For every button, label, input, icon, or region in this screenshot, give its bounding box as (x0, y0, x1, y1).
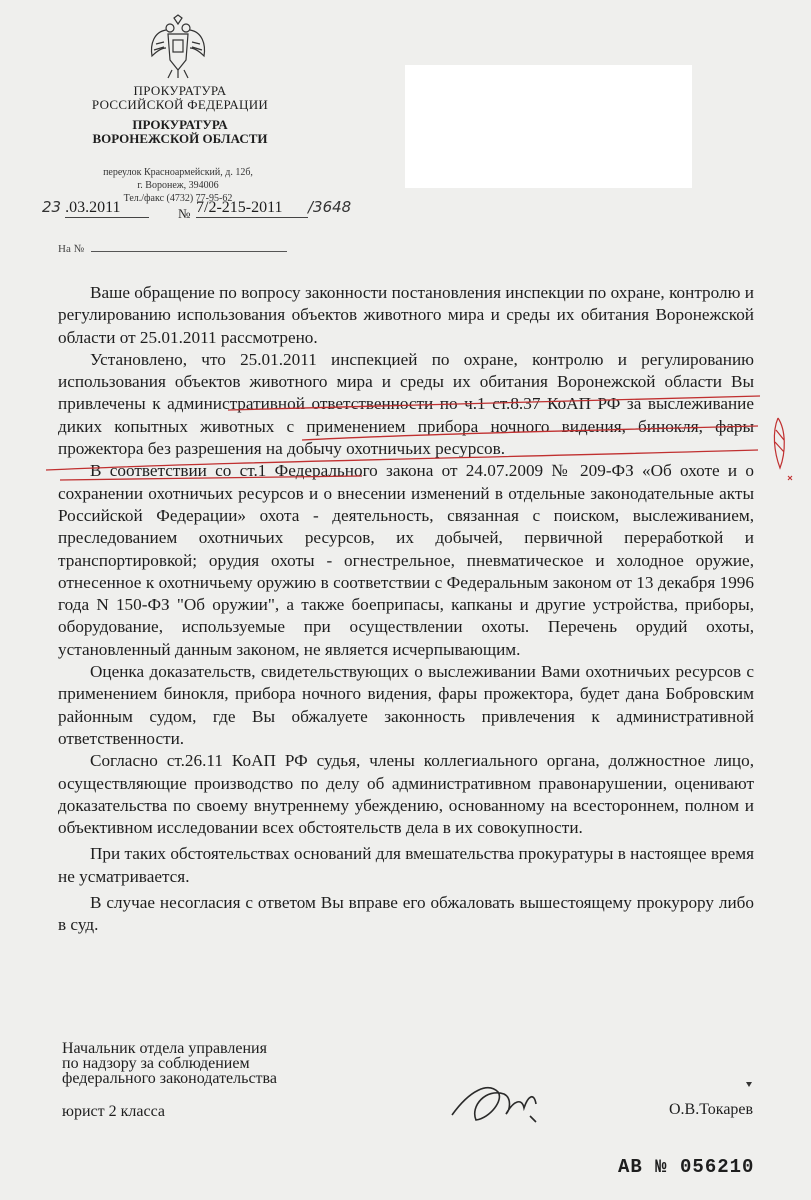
red-margin-mark (774, 418, 784, 468)
number-sign: № (178, 206, 191, 221)
signatory-line-1: Начальник отдела управления (62, 1040, 267, 1057)
address-line-1: переулок Красноармейский, д. 12б, (103, 167, 253, 178)
red-underline-2 (302, 426, 758, 440)
serial-prefix: АВ (618, 1156, 643, 1178)
paragraph-4: Оценка доказательств, свидетельствующих о выслеживании Вами охотничьих ресурсов с применением бинокля, прибора ночного видения, фары прожектора, будет дана Бобровским районным судом, где Вы обжалуете законность привлечения к административной ответственности. (58, 662, 754, 748)
na-label: На № (58, 243, 85, 255)
serial-sign: № (655, 1156, 668, 1178)
org-line-2: РОССИЙСКОЙ ФЕДЕРАЦИИ (91, 97, 269, 112)
red-underline-1 (228, 396, 760, 410)
org-line-4: ВОРОНЕЖСКОЙ ОБЛАСТИ (92, 131, 268, 146)
signatory-name: О.В.Токарев (669, 1101, 754, 1118)
red-underline-3 (46, 450, 758, 470)
paragraph-7: В случае несогласия с ответом Вы вправе его обжаловать вышестоящему прокурору либо в суд. (58, 893, 754, 935)
signatory-rank: юрист 2 класса (62, 1103, 165, 1120)
org-line-1: ПРОКУРАТУРА (133, 83, 227, 98)
date-day-handwritten: 23 (42, 198, 62, 216)
handwritten-signature (452, 1088, 536, 1122)
signatory-line-3: федерального законодательства (62, 1070, 277, 1087)
ink-blot (746, 1082, 752, 1087)
address-line-3: Тел./факс (4732) 77-95-62 (123, 193, 233, 204)
red-underline-4 (60, 476, 362, 480)
serial-digits: 056210 (680, 1156, 755, 1178)
doc-number: 7/2-215-2011 (196, 199, 308, 218)
red-margin-dot (788, 476, 792, 480)
org-line-3: ПРОКУРАТУРА (132, 117, 228, 132)
address-line-2: г. Воронеж, 394006 (137, 180, 219, 191)
paragraph-5: Согласно ст.26.11 КоАП РФ судья, члены коллегиального органа, должностное лицо, осуществляющие производство по делу об административном правонарушении, оценивают доказательства по своему внутреннему убеждению, основанному на всестороннем, полном и объективном исследовании всех обстоятельств дела в их совокупности. (58, 751, 754, 838)
serial-number (618, 1156, 754, 1178)
paragraph-3: В соответствии со ст.1 Федерального закона от 24.07.2009 № 209-ФЗ «Об охоте и о сохранении охотничьих ресурсов и о внесении изменений в отдельные законодательные акты Российской Федерации» охота - деятельность, связанная с поиском, выслеживанием, преследованием охотничьих ресурсов, их добычей, первичной переработкой и транспортировкой; орудия охоты - огнестрельное, пневматическое и холодное оружие, отнесенное к охотничьему оружию в соответствии с Федеральным законом от 13 декабря 1996 года N 150-ФЗ "Об оружии", а также боеприпасы, капканы и другие устройства, приборы, оборудование, используемые при осуществлении охоты. Перечень орудий охоты, установленный данным законом, не является исчерпывающим. (58, 461, 754, 659)
paragraph-2: Установлено, что 25.01.2011 инспекцией по охране, контролю и регулированию использования объектов животного мира и среды их обитания Воронежской области Вы привлечены к административной ответственности по ч.1 ст.8.37 КоАП РФ за выслеживание диких копытных животных с применением прибора ночного видения, бинокля, фары прожектора без разрешения на добычу охотничьих ресурсов. (58, 349, 754, 459)
paragraph-6: При таких обстоятельствах оснований для вмешательства прокуратуры в настоящее время не усматривается. (58, 844, 754, 886)
signatory-title (62, 1041, 277, 1086)
paragraph-1: Ваше обращение по вопросу законности постановления инспекции по охране, контролю и регулированию использования объектов животного мира и среды их обитания Воронежской области от 25.01.2011 рассмотрено. (58, 283, 754, 347)
doc-number-handwritten: /3648 (308, 198, 352, 216)
date-rest: .03.2011 (65, 199, 149, 218)
signatory-line-2: по надзору за соблюдением (62, 1055, 250, 1072)
